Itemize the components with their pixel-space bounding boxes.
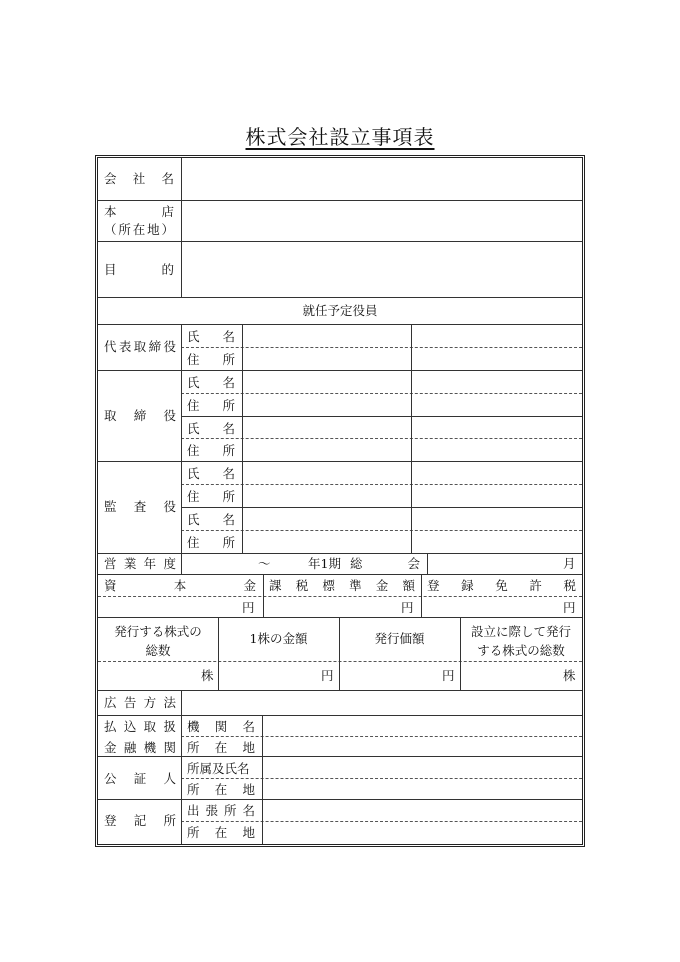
- row-divider: [98, 370, 582, 371]
- label-location: 所 在 地: [187, 782, 255, 797]
- unit-shares: 株: [201, 668, 214, 683]
- unit-yen: 円: [401, 600, 414, 615]
- label-location: 所 在 地: [187, 740, 255, 755]
- officers-header: 就任予定役員: [302, 303, 378, 318]
- dashed-divider: [181, 736, 582, 737]
- col-divider: [263, 574, 264, 617]
- label-address: 住 所: [187, 398, 235, 413]
- label-registry: 登 記 所: [104, 813, 176, 828]
- dashed-divider: [181, 778, 582, 779]
- col-divider: [421, 574, 422, 617]
- label-registration-tax: 登 録 免 許 税: [427, 578, 576, 593]
- label-authorized-shares: 発行する株式の 総数: [114, 624, 202, 658]
- unit-shares: 株: [563, 668, 576, 683]
- label-representative-director: 代 表 取 締 役: [104, 339, 176, 354]
- label-company-name: 会 社 名: [104, 171, 174, 186]
- label-payment-bank: 払 込 取 扱: [104, 719, 176, 734]
- col-divider: [181, 324, 182, 574]
- fiscal-month-unit: 月: [563, 556, 576, 571]
- fiscal-first-term: 年1期: [308, 556, 341, 571]
- unit-yen: 円: [242, 600, 255, 615]
- label-name: 氏 名: [187, 512, 235, 527]
- document-title: 株式会社設立事項表: [245, 125, 435, 149]
- col-divider: [218, 617, 219, 690]
- form-sheet: [98, 158, 582, 844]
- row-divider: [98, 553, 582, 554]
- row-divider: [98, 799, 582, 800]
- label-name: 氏 名: [187, 421, 235, 436]
- label-purpose: 目 的: [104, 262, 174, 277]
- label-address: 住 所: [187, 489, 235, 504]
- col-divider: [181, 690, 182, 844]
- unit-yen: 円: [321, 668, 334, 683]
- label-payment-bank: 金 融 機 関: [104, 740, 176, 755]
- label-issued-shares: 設立に際して発行 する株式の総数: [470, 624, 571, 658]
- col-divider: [427, 553, 428, 574]
- row-divider: [98, 297, 582, 298]
- label-capital: 資 本 金: [104, 578, 256, 593]
- dashed-divider: [98, 596, 582, 597]
- unit-yen: 円: [442, 668, 455, 683]
- col-divider: [339, 617, 340, 690]
- label-per-share-amount: 1株の金額: [249, 631, 308, 646]
- label-name: 氏 名: [187, 375, 235, 390]
- fiscal-tilde: 〜: [258, 556, 271, 571]
- label-address: 住 所: [187, 443, 235, 458]
- unit-yen: 円: [563, 600, 576, 615]
- row-divider: [98, 715, 582, 716]
- label-institution-name: 機 関 名: [187, 719, 255, 734]
- label-director: 取 締 役: [104, 408, 176, 423]
- row-divider: [98, 461, 582, 462]
- label-name: 氏 名: [187, 329, 235, 344]
- label-auditor: 監 査 役: [104, 499, 176, 514]
- label-head-office: 本 店: [104, 204, 174, 219]
- row-divider: [98, 617, 582, 618]
- row-divider: [98, 756, 582, 757]
- label-location: 所 在 地: [187, 825, 255, 840]
- label-name: 氏 名: [187, 466, 235, 481]
- label-notary: 公 証 人: [104, 771, 176, 786]
- label-address: 住 所: [187, 352, 235, 367]
- col-divider: [242, 324, 243, 553]
- row-divider: [98, 200, 582, 201]
- label-branch-office: 出 張 所 名: [187, 803, 255, 818]
- label-fiscal-year: 営 業 年 度: [104, 556, 176, 571]
- col-divider: [181, 158, 182, 297]
- row-divider: [98, 574, 582, 575]
- label-ad-method: 広 告 方 法: [104, 695, 176, 710]
- col-divider: [411, 324, 412, 553]
- row-divider: [98, 241, 582, 242]
- label-affiliation-name: 所属及氏名: [187, 761, 250, 776]
- row-divider: [98, 324, 582, 325]
- col-divider: [262, 715, 263, 844]
- label-general-meeting: 総 会: [350, 556, 420, 571]
- row-divider: [98, 690, 582, 691]
- label-address: 住 所: [187, 535, 235, 550]
- label-tax-base: 課 税 標 準 金 額: [269, 578, 415, 593]
- label-head-office-location: （ 所 在 地 ）: [104, 222, 174, 237]
- label-issue-price: 発行価額: [374, 631, 425, 646]
- dashed-divider: [98, 661, 582, 662]
- dashed-divider: [181, 821, 582, 822]
